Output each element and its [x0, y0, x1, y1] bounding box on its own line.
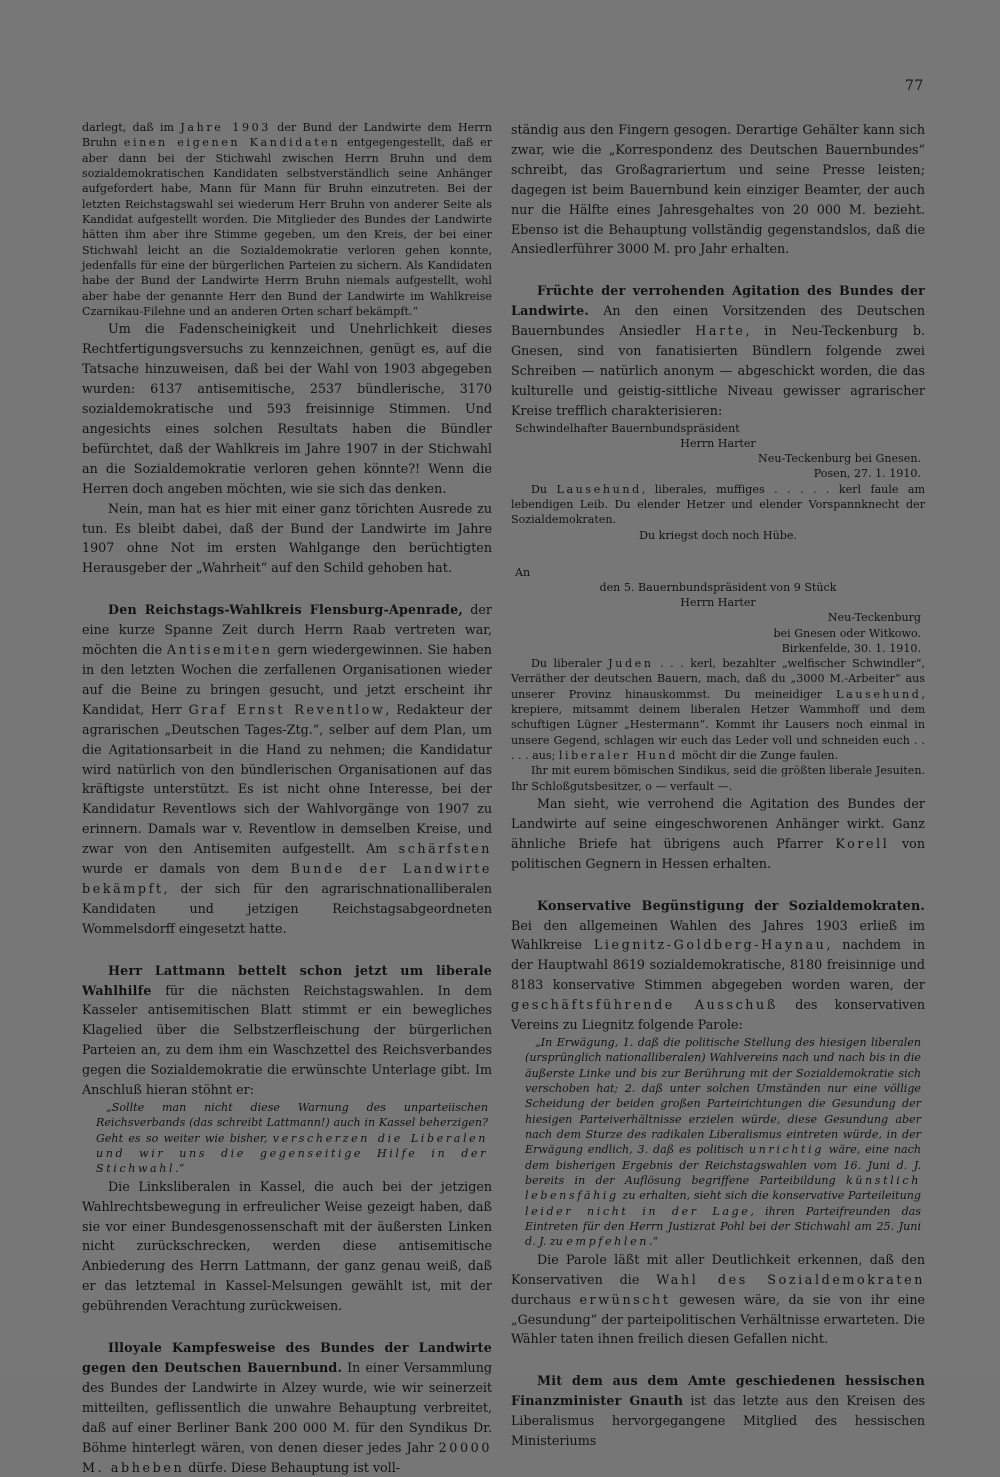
- text-run: gewesen wäre, da sie von ihr eine „Gesundung“ der parteipolitischen Verhältnisse erwarteten. Die Wähler taten ihnen freilich diesen Gefallen nicht.: [511, 1291, 925, 1347]
- text-run: Nein, man hat es hier mit einer ganz törichten Ausrede zu tun. Es bleibt dabei, daß der Bund der Landwirte im Jahre 1907 ohne Not im ersten Wahlgange den berüchtigten Herausgeber der „Wahrheit“ auf den Schild gehoben hat.: [82, 500, 492, 576]
- text-run: Die Parole läßt mit aller Deutlichkeit erkennen, daß den Konservativen die: [511, 1251, 925, 1287]
- text-run: Bei den allgemeinen Wahlen des Jahres 1903 erließ im Wahlkreise: [511, 917, 925, 953]
- spaced-emphasis: Liegnitz-Goldberg-Haynau: [593, 937, 827, 953]
- spaced-emphasis: 20000 M. abheben: [82, 1439, 492, 1475]
- letter-line: Schwindelhafter Bauernbundspräsident: [515, 421, 740, 435]
- text-run: , ihren Parteifreunden das Eintreten für den Herrn Justizrat Pohl bei der Stichwahl am 25. Juni d. J. zu: [525, 1204, 921, 1249]
- text-run: von politischen Gegnern in Hessen erhalten.: [511, 835, 925, 871]
- letter-line: Birkenfelde, 30. 1. 1910.: [781, 641, 921, 655]
- paragraph: [511, 120, 925, 259]
- spaced-emphasis: Antisemiten: [166, 642, 273, 658]
- small-print-paragraph: [511, 656, 925, 763]
- paragraph: [511, 794, 925, 874]
- text-run: , nachdem in der Hauptwahl 8619 sozialdemokratische, 8180 freisinnige und 8183 konservative Stimmen abgegeben worden waren, der: [511, 937, 925, 993]
- spaced-emphasis: künstlich lebensfähig: [525, 1174, 921, 1203]
- spaced-emphasis: liberaler Hund: [558, 749, 678, 763]
- letter-line: Posen, 27. 1. 1910.: [813, 467, 921, 481]
- text-run: wurde er damals von dem: [82, 861, 291, 877]
- letter-line: An: [515, 565, 531, 579]
- letter-line: den 5. Bauernbundspräsident von 9 Stück: [599, 580, 837, 594]
- spaced-emphasis: Bunde der Landwirte bekämpft: [82, 861, 492, 896]
- spaced-emphasis: schärfsten: [398, 841, 492, 857]
- text-run: ständig aus den Fingern gesogen. Derartige Gehälter kann sich zwar, wie die „Korrespondenz des Deutschen Bauernbundes“ schreibt, das Großagrariertum und seine Presse leisten; dagegen ist beim Bauernbund kein einziger Beamter, der auch nur die Hälfte eines Jahresgehaltes von 20 000 M. bezieht. Ebenso ist die Behauptung vollständig gegenstandslos, daß die Ansiedlerführer 3000 M. pro Jahr erhalten.: [511, 122, 925, 257]
- section-lead-heading: Den Reichstags-Wahlkreis Flensburg-Apenrade,: [108, 602, 464, 618]
- section-gap: [82, 578, 492, 600]
- spaced-emphasis: Wahl des Sozialdemokraten: [656, 1271, 925, 1287]
- section-gap: [82, 1316, 492, 1338]
- text-run: An den einen Vorsitzenden des Deutschen Bauernbundes Ansiedler: [511, 303, 925, 339]
- spaced-emphasis: Jahre 1903: [180, 121, 271, 134]
- paragraph: [511, 1250, 925, 1350]
- section-gap: [511, 874, 925, 896]
- section-lead-heading: Herr Lattmann bettelt schon jetzt um liberale Wahlhilfe: [82, 962, 492, 998]
- paragraph: [511, 281, 925, 420]
- text-run: .“: [648, 1235, 659, 1249]
- text-run: des konservativen Vereins zu Liegnitz folgende Parole:: [511, 997, 925, 1033]
- text-run: durchaus: [511, 1291, 580, 1307]
- text-run: der eine kurze Spanne Zeit durch Herrn Raab vertreten war, möchten die: [82, 602, 492, 658]
- spaced-emphasis: Graf Ernst Reventlow: [188, 701, 386, 717]
- spaced-emphasis: unrichtig: [748, 1143, 824, 1157]
- small-print-paragraph: [511, 763, 925, 794]
- spaced-emphasis: einen eigenen Kandidaten: [123, 136, 341, 150]
- letter-line: Du kriegst doch noch Hübe.: [639, 528, 797, 542]
- spaced-emphasis: Juden: [608, 656, 654, 670]
- text-run: , in Neu-Teckenburg b. Gnesen, sind von fanatisierten Bündlern folgende zwei Schreiben — natürlich anonym — abgeschickt worden, die das kulturelle und geistig-sittliche Niveau gewisser agrarischer Kreise trefflich charakterisieren:: [511, 323, 925, 418]
- text-run: . . . kerl, bezahlter „welfischer Schwindler“, Verräther der deutschen Bauern, mach, daß du „3000 M.-Arbeiter“ aus unserer Provinz hinauskommst. Du meineidiger: [511, 656, 925, 701]
- spaced-emphasis: Korell: [835, 835, 890, 851]
- right-column: [511, 120, 926, 1449]
- left-column: [82, 120, 492, 1475]
- paragraph: [82, 1177, 492, 1316]
- spaced-emphasis: Lausehund: [836, 687, 922, 701]
- paragraph: [511, 896, 925, 1035]
- quote-block: [82, 1100, 492, 1177]
- text-run: zu erhalten, sieht sich die konservative Parteileitung: [618, 1189, 921, 1203]
- paragraph: [511, 1371, 925, 1451]
- quote-block: [511, 1035, 925, 1250]
- paragraph: [82, 1338, 492, 1477]
- text-run: In einer Versammlung des Bundes der Landwirte in Alzey wurde, wie wir seinerzeit mitteilten, geflissentlich die unwahre Behauptung verbreitet, daß auf einer Berliner Bank 200 000 M. für den Syndikus Dr. Böhme hinterlegt wären, von denen dieser jedes Jahr: [82, 1359, 492, 1455]
- section-gap: [511, 259, 925, 281]
- text-run: Du: [531, 482, 557, 496]
- letter-block: [511, 528, 925, 543]
- text-run: .“: [175, 1162, 185, 1176]
- text-run: wäre, eine nach dem bisherigen Ergebnis der Reichstagswahlen vom 16. Juni d. J. bereits in der Auflösung begriffene Parteibildung: [525, 1143, 921, 1188]
- text-run: ist das letzte aus den Kreisen des Liberalismus hervorgegangene Mitglied des hessischen Ministeriums: [511, 1393, 925, 1449]
- text-run: Die Linksliberalen in Kassel, die auch bei der jetzigen Wahlrechtsbewegung in erfreulicher Weise gezeigt haben, daß sie vor einer Bundesgenossenschaft mit der äußersten Linken nicht zurückschrecken, werden diese antisemitische Anbiederung des Herrn Lattmann, der ganz genau weiß, daß er das letztemal in Kassel-Melsungen gewählt ist, mit der gebührenden Verachtung zurückweisen.: [82, 1178, 492, 1314]
- paragraph: [82, 499, 492, 579]
- spaced-emphasis: geschäftsführende Ausschuß: [511, 997, 778, 1013]
- small-print-paragraph: [511, 482, 925, 528]
- spaced-emphasis: Harte: [695, 323, 746, 339]
- spaced-emphasis: leider nicht in der Lage: [525, 1204, 751, 1218]
- text-run: darlegt, daß im: [82, 121, 181, 134]
- paragraph: [82, 319, 492, 498]
- page-number: 77: [905, 78, 924, 94]
- text-run: Du liberaler: [531, 656, 609, 670]
- text-run: „In Erwägung, 1. daß die politische Stellung des hiesigen liberalen (ursprünglich nationalliberalen) Wahlvereins nach und nach bis in die äußerste Linke und bis zur Berührung mit der Sozialdemokratie sich verschoben hat; 2. daß unter solchen Umständen nur eine völlige Scheidung der beiden großen Parteirichtungen die Gesundung der hiesigen Parteiverhältnisse erzielen würde, diese Gesundung aber nach dem Sturze des radikalen Liberalismus eintreten würde, in der Erwägung endlich, 3. daß es politisch: [525, 1036, 921, 1157]
- letter-block: [511, 421, 925, 482]
- text-run: für die nächsten Reichstagswahlen. In dem Kasseler antisemitischen Blatt stimmt er ein bewegliches Klagelied über die Selbstzerfleischung der bürgerlichen Parteien an, zu dem ihm ein Waschzettel des Reichsverbandes gegen die Sozialdemokratie die erwünschte Unterlage gibt. Im Anschluß hieran stöhnt er:: [82, 982, 492, 1098]
- section-gap: [82, 939, 492, 961]
- small-print-paragraph: [82, 120, 492, 319]
- text-run: „Sollte man nicht diese Warnung des unparteiischen Reichsverbands (das schreibt Lattmann!) auch in Kassel beherzigen? Geht es so weiter wie bisher,: [96, 1101, 488, 1145]
- text-run: Ihr mit eurem bömischen Sindikus, seid die größten liberale Jesuiten. Ihr Schloßgutsbesitzer, o — verfault —.: [511, 764, 925, 793]
- text-run: , krepiere, mitsammt deinem liberalen Hetzer Wammhoff und dem schuftigen Lügner „Hestermann“. Kommt ihr Lausers noch einmal in unsere Gegend, schlagen wir euch das Leder voll und schneiden euch . . . . . aus;: [511, 687, 925, 763]
- letter-line: bei Gnesen oder Witkowo.: [773, 626, 921, 640]
- text-run: dürfe. Diese Behauptung ist voll-: [184, 1459, 401, 1475]
- letter-line: Neu-Teckenburg bei Gnesen.: [758, 452, 921, 466]
- section-lead-heading: Mit dem aus dem Amte geschiedenen hessischen Finanzminister Gnauth: [511, 1373, 925, 1409]
- text-run: Um die Fadenscheinigkeit und Unehrlichkeit dieses Rechtfertigungsversuchs zu kennzeichnen, genügt es, auf die Tatsache hinzuweisen, daß bei der Wahl von 1903 abgegeben wurden: 6137 antisemitische, 2537 bündlerische, 3170 sozialdemokratische und 593 freisinnige Stimmen. Und angesichts eines solchen Resultats haben die Bündler befürchtet, daß der Wahlkreis im Jahre 1907 in der Stichwahl an die Sozialdemokratie verloren gehen könnte?! Wenn die Herren doch angeben möchten, wie sie sich das denken.: [82, 321, 492, 496]
- spaced-emphasis: Lausehund: [556, 482, 642, 496]
- section-lead-heading: Konservative Begünstigung der Sozialdemokraten.: [537, 897, 925, 913]
- text-run: gern wiedergewinnen. Sie haben in den letzten Wochen die zerfallenen Organisationen wieder auf die Beine zu bringen gesucht, und jetzt erscheint ihr Kandidat, Herr: [82, 642, 492, 717]
- text-run: möcht dir die Zunge faulen.: [677, 749, 839, 763]
- paragraph: [82, 961, 492, 1100]
- text-run: entgegengestellt, daß er aber dann bei der Stichwahl zwischen Herrn Bruhn und dem sozialdemokratischen Kandidaten selbstverständlich seine Anhänger aufgefordert habe, Mann für Mann für Bruhn einzutreten. Bei der letzten Reichstagswahl sei wiederum Herr Bruhn von anderer Seite als Kandidat aufgestellt worden. Die Mitglieder des Bundes der Landwirte hätten ihm aber ihre Stimme gegeben, um den Kreis, der bei einer Stichwahl leicht an die Sozialdemokratie verloren gehen konnte, jedenfalls für eine der bürgerlichen Parteien zu sichern. Als Kandidaten habe der Bund der Landwirte Herrn Bruhn niemals aufgestellt, wohl aber habe der genannte Herr den Bund der Landwirte im Wahlkreise Czarnikau-Filehne und an anderen Orten scharf bekämpft.“: [82, 136, 492, 319]
- text-run: , der sich für den agrarischnationalliberalen Kandidaten und jetzigen Reichstagsabgeordneten Wommelsdorff eingesetzt hatte.: [82, 880, 492, 936]
- text-run: der Bund der Landwirte dem Herrn Bruhn: [82, 121, 492, 150]
- text-run: Man sieht, wie verrohend die Agitation des Bundes der Landwirte auf seine eingeschworenen Anhänger wirkt. Ganz ähnliche Briefe hat übrigens auch Pfarrer: [511, 796, 925, 851]
- section-gap: [511, 543, 925, 565]
- spaced-emphasis: verscherzen die Liberalen und wir uns die gegenseitige Hilfe in der Stichwahl: [96, 1131, 488, 1176]
- letter-block: [511, 565, 925, 656]
- section-gap: [511, 1349, 925, 1371]
- section-lead-heading: Früchte der verrohenden Agitation des Bundes der Landwirte.: [511, 283, 925, 319]
- text-run: , Redakteur der agrarischen „Deutschen Tages-Ztg.“, selber auf dem Plan, um die Agitationsarbeit in die Hand zu nehmen; die Kandidatur wird natürlich von den bündlerischen Organisationen auf das kräftigste unterstützt. Es ist nicht ohne Interesse, bei der Kandidatur Reventlows sich der Wahlvorgänge von 1907 zu erinnern. Damals war v. Reventlow in demselben Kreise, und zwar von den Antisemiten aufgestellt. Am: [82, 701, 492, 857]
- section-lead-heading: Illoyale Kampfesweise des Bundes der Landwirte gegen den Deutschen Bauernbund.: [82, 1340, 492, 1375]
- spaced-emphasis: empfehlen: [566, 1235, 649, 1249]
- text-run: , liberales, muffiges . . . . . kerl faule am lebendigen Leib. Du elender Hetzer und elender Vorspannknecht der Sozialdemokraten.: [511, 482, 926, 527]
- letter-line: Neu-Teckenburg: [827, 611, 921, 625]
- spaced-emphasis: erwünscht: [579, 1291, 671, 1307]
- paragraph: [82, 600, 492, 938]
- letter-line: Herrn Harter: [680, 596, 756, 610]
- letter-line: Herrn Harter: [680, 436, 756, 450]
